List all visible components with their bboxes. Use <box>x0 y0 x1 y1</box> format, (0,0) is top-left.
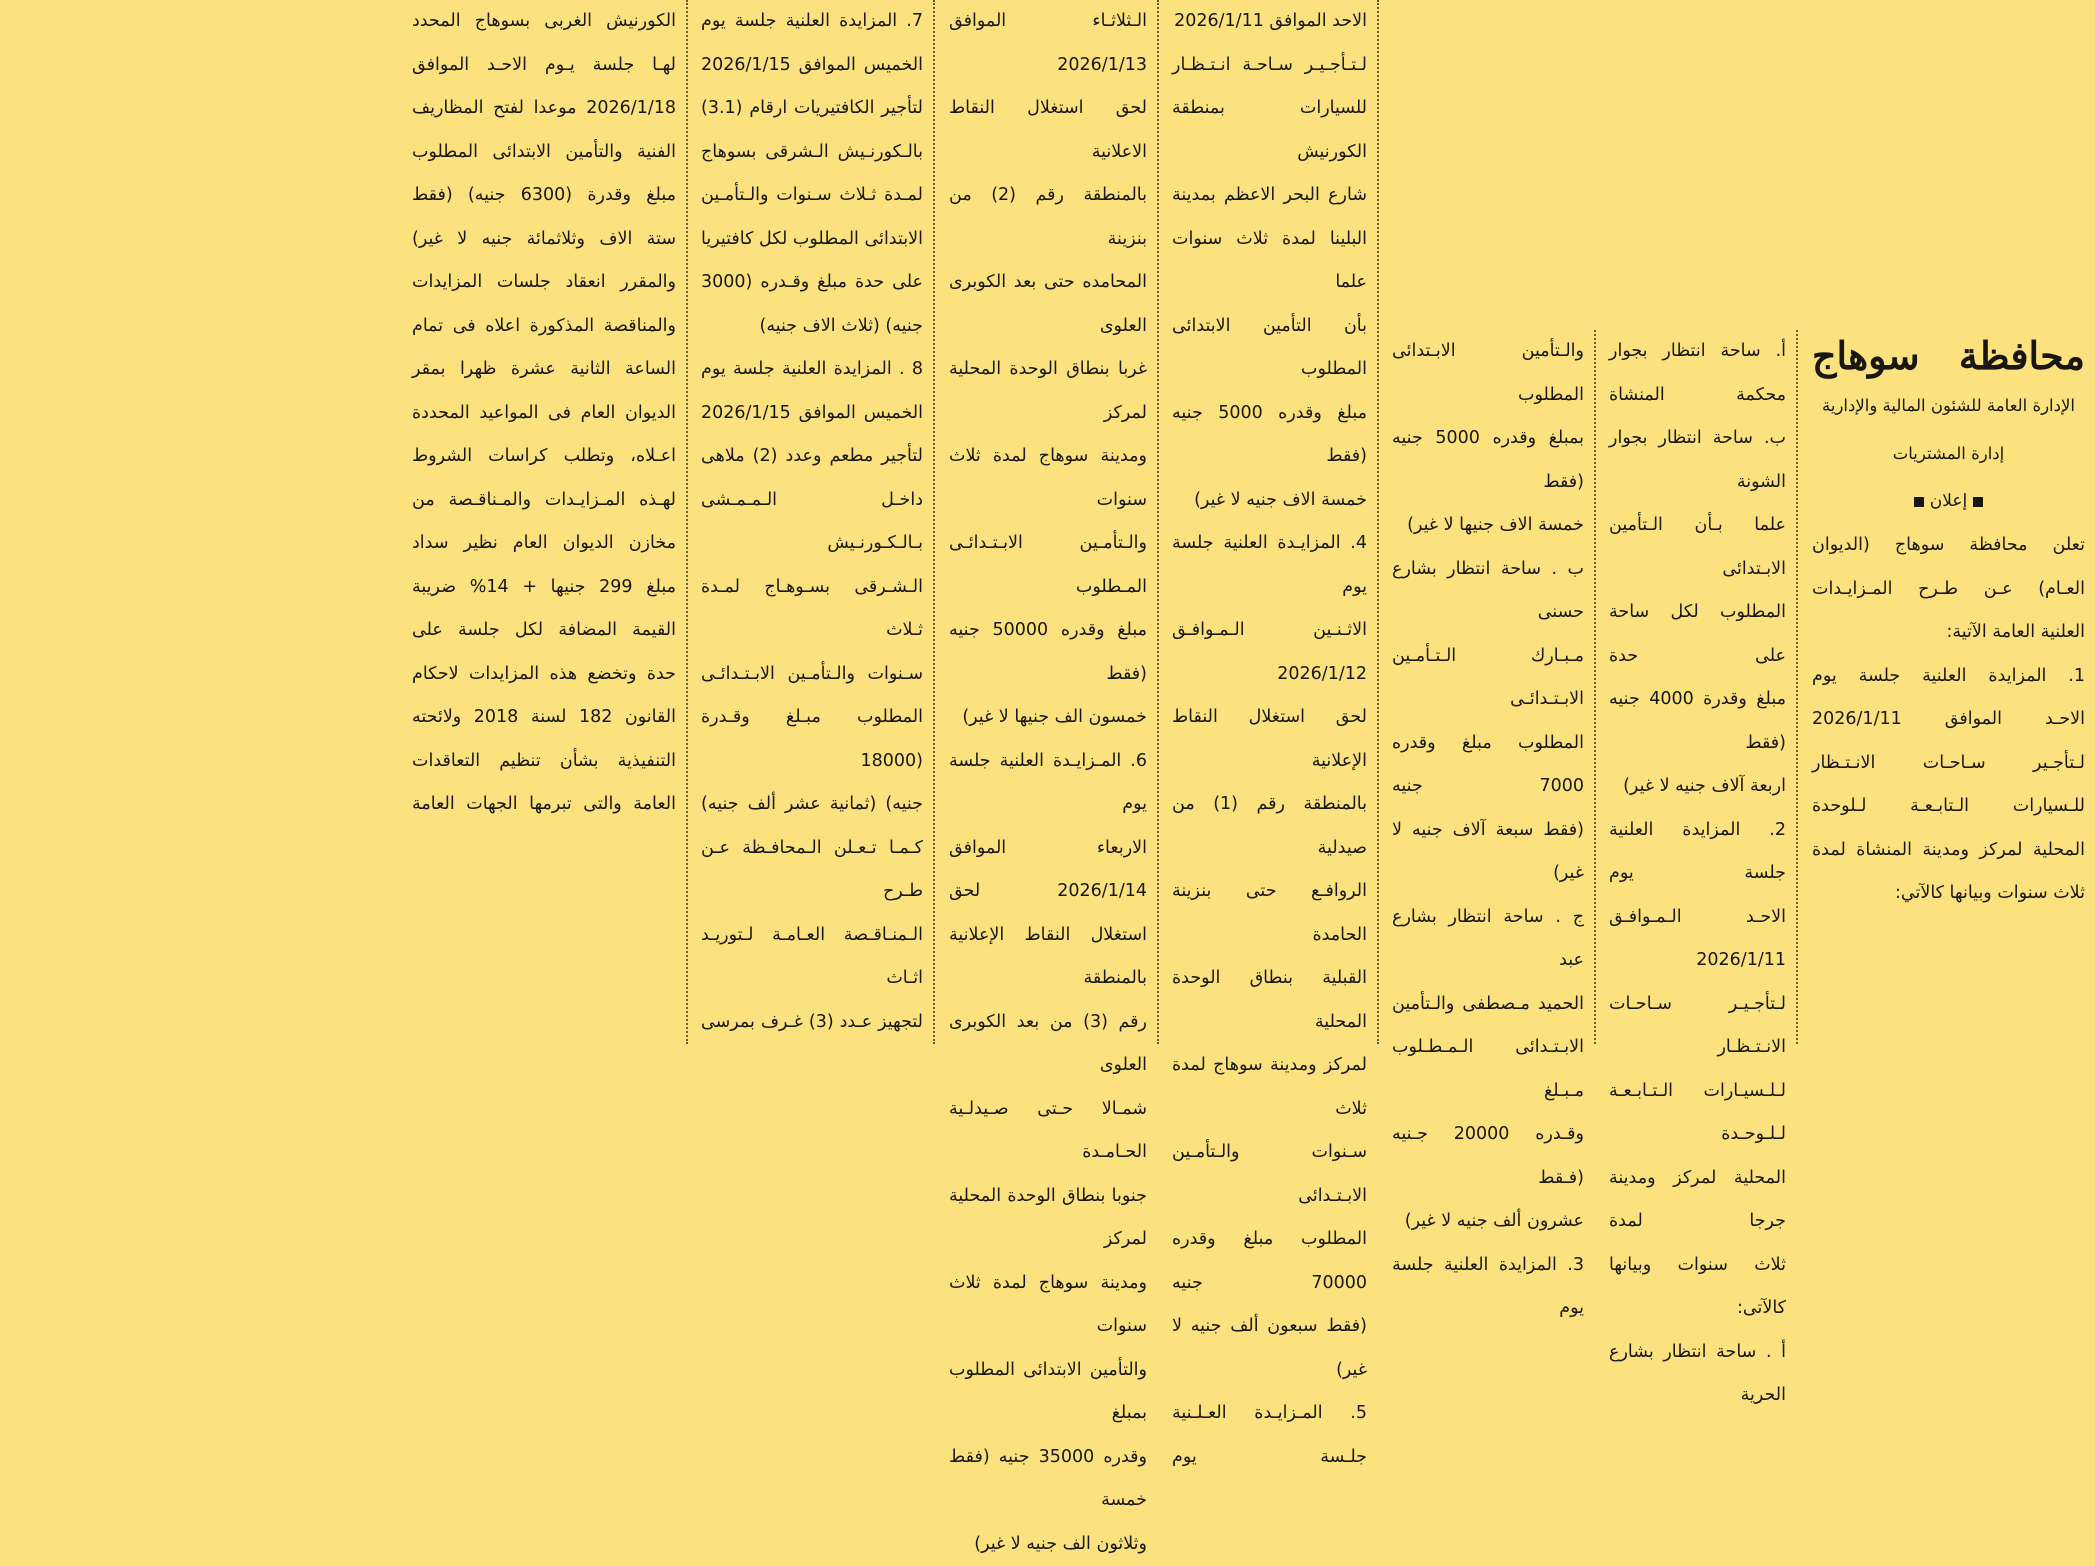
text-line: بالمنطقة رقم (1) من صيدلية <box>1172 783 1367 870</box>
text-line: لتأجير مطعم وعدد (2) ملاهى <box>701 435 923 479</box>
governorate-title: محافظة سوهاج <box>1812 330 2085 382</box>
text-line: (فقط سبعون ألف جنيه لا غير) <box>1172 1305 1367 1392</box>
text-line: الاحد الموافق 2026/1/11 <box>1172 0 1367 44</box>
text-line: الخميس الموافق 2026/1/15 <box>701 44 923 88</box>
text-line: البلينا لمدة ثلاث سنوات علما <box>1172 218 1367 305</box>
column-2 <box>1599 330 1796 1044</box>
text-line: استغلال النقاط الإعلانية بالمنطقة <box>949 914 1147 1001</box>
text-line: والمقرر انعقاد جلسات المزايدات <box>412 261 676 305</box>
text-line: اعـلاه، وتطلب كراسات الشروط <box>412 435 676 479</box>
text-line: مبلغ وقدره 5000 جنيه (فقط <box>1172 392 1367 479</box>
text-line: عشرون ألف جنيه لا غير) <box>1392 1200 1584 1244</box>
text-line: سـنوات والـتأمـين الابـتـدائـى <box>701 653 923 697</box>
column-3 <box>1382 330 1594 1044</box>
text-line: لمركز ومدينة سوهاج لمدة ثلاث <box>1172 1044 1367 1131</box>
text-line: المحلية لمركز ومدينة المنشاة لمدة <box>1812 829 2085 873</box>
column-divider <box>1594 330 1596 1044</box>
text-line: الاربعاء الموافق 2026/1/14 لحق <box>949 827 1147 914</box>
text-line: كـمـا تـعـلن الـمحافـظة عـن طـرح <box>701 827 923 914</box>
text-line: المطلوب مبـلغ وقـدرة (18000 <box>701 696 923 783</box>
text-line: خمسة الاف جنيها لا غير) <box>1392 504 1584 548</box>
text-line: لتجهيز عـدد (3) غـرف بمرسى <box>701 1001 923 1045</box>
text-line: للسيارات بمنطقة الكورنيش <box>1172 87 1367 174</box>
text-line: بمبلغ وقدره 5000 جنيه (فقط <box>1392 417 1584 504</box>
text-line: لـلـسيـارات الـتـابـعـة لـلـوحـدة <box>1609 1070 1786 1157</box>
text-line: بالـكورنـيش الـشرقى بسوهاج <box>701 131 923 175</box>
text-line: الديوان العام فى المواعيد المحددة <box>412 392 676 436</box>
text-line: الـمنـاقـصة العـامـة لـتوريـد اثـاث <box>701 914 923 1001</box>
text-line: الخميس الموافق 2026/1/15 <box>701 392 923 436</box>
procurement-department: إدارة المشتريات <box>1812 430 2085 478</box>
text-line: أ. ساحة انتظار بجوار محكمة المنشاة <box>1609 330 1786 417</box>
text-line: الاثـنـين الـمـوافـق 2026/1/12 <box>1172 609 1367 696</box>
department-name: الإدارة العامة للشئون المالية والإدارية <box>1812 382 2085 430</box>
text-line: الحميد مـصطفى والـتأمين <box>1392 983 1584 1027</box>
column-5 <box>939 0 1157 1044</box>
text-line: ج . ساحة انتظار بشارع عبد <box>1392 896 1584 983</box>
text-line: 4. المزايـدة العلنية جلسة يوم <box>1172 522 1367 609</box>
text-line: لتأجير الكافتيريات ارقام (3.1) <box>701 87 923 131</box>
text-line: أ . ساحة انتظار بشارع الحرية <box>1609 1331 1786 1418</box>
text-line: ستة الاف وثلاثمائة جنيه لا غير) <box>412 218 676 262</box>
announcement-text: إعلان <box>1930 491 1968 511</box>
column-divider <box>686 0 688 1044</box>
column-7 <box>402 0 686 1044</box>
text-line: الابتدائى المطلوب لكل كافتيريا <box>701 218 923 262</box>
square-bullet-icon <box>1973 497 1983 507</box>
text-line: ب . ساحة انتظار بشارع حسنى <box>1392 548 1584 635</box>
square-bullet-icon <box>1914 497 1924 507</box>
text-line: مـبـارك الـتـأمـين الابـتـدائـى <box>1392 635 1584 722</box>
text-line: القيمة المضافة لكل جلسة على <box>412 609 676 653</box>
text-line: جنيه) (ثمانية عشر ألف جنيه) <box>701 783 923 827</box>
text-line: الفنية والتأمين الابتدائى المطلوب <box>412 131 676 175</box>
text-line: رقم (3) من بعد الكوبرى العلوى <box>949 1001 1147 1088</box>
text-line: جنوبا بنطاق الوحدة المحلية لمركز <box>949 1175 1147 1262</box>
text-line: الكورنيش الغربى بسوهاج المحدد <box>412 0 676 44</box>
text-line: 3. المزايدة العلنية جلسة يوم <box>1392 1244 1584 1331</box>
text-line: والـتأمين الابـتدائى المطلوب <box>1392 330 1584 417</box>
text-line: لحق استغلال النقاط الاعلانية <box>949 87 1147 174</box>
text-line: علما بـأن الـتأمين الابـتدائى <box>1609 504 1786 591</box>
text-line: ثلاث سنوات وبيانها كالآتي: <box>1812 872 2085 916</box>
text-line: لمـدة ثـلاث سـنوات والـتأمـين <box>701 174 923 218</box>
text-line: للـسيارات الـتابـعـة لـلوحدة <box>1812 785 2085 829</box>
text-line: القانون 182 لسنة 2018 ولائحته <box>412 696 676 740</box>
text-line: والمناقصة المذكورة اعلاه فى تمام <box>412 305 676 349</box>
text-line: لحق استغلال النقاط الإعلانية <box>1172 696 1367 783</box>
text-line: 2. المزايدة العلنية جلسة يوم <box>1609 809 1786 896</box>
text-line: القبلية بنطاق الوحدة المحلية <box>1172 957 1367 1044</box>
text-line: المطلوب مبلغ وقدره 70000 جنيه <box>1172 1218 1367 1305</box>
text-line: داخـل الـمـمـشى بـالـكـورنـيش <box>701 479 923 566</box>
text-line: (فقط سبعة آلاف جنيه لا غير) <box>1392 809 1584 896</box>
text-line: اربعة آلاف جنيه لا غير) <box>1609 765 1786 809</box>
text-line: الساعة الثانية عشرة ظهرا بمقر <box>412 348 676 392</box>
text-line: الـشـرقى بسـوهـاج لمـدة ثـلاث <box>701 566 923 653</box>
text-line: وقدره 35000 جنيه (فقط خمسة <box>949 1436 1147 1523</box>
text-line: لهـا جلسة يـوم الاحـد الموافق <box>412 44 676 88</box>
text-line: الـثلاثـاء الموافق 2026/1/13 <box>949 0 1147 87</box>
text-line: لهـذه المـزايـدات والمـناقـصة من <box>412 479 676 523</box>
text-line: ومدينة سوهاج لمدة ثلاث سنوات <box>949 1262 1147 1349</box>
text-line: الابـتـدائى الـمـطـلوب مـبـلغ <box>1392 1026 1584 1113</box>
column-divider <box>933 0 935 1044</box>
text-line: 5. المـزايـدة العـلـنية جلـسة يوم <box>1172 1392 1367 1479</box>
text-line: شمـالا حـتى صـيدلـية الحـامـدة <box>949 1088 1147 1175</box>
text-line: الروافـع حتى بنزينة الحامدة <box>1172 870 1367 957</box>
text-line: لـتأجـير سـاحـات الانـتـظار <box>1812 742 2085 786</box>
text-line: المطلوب مبلغ وقدره 7000 جنيه <box>1392 722 1584 809</box>
text-line: الاحـد الموافق 2026/1/11 <box>1812 698 2085 742</box>
text-line: خمسون الف جنيها لا غير) <box>949 696 1147 740</box>
text-line: 2026/1/18 موعدا لفتح المظاريف <box>412 87 676 131</box>
text-line: العامة والتى تبرمها الجهات العامة <box>412 783 676 827</box>
text-line: ثلاث سنوات وبيانها كالآتى: <box>1609 1244 1786 1331</box>
text-line: جنيه) (ثلاث الاف جنيه) <box>701 305 923 349</box>
text-line: الاحـد الـمـوافـق 2026/1/11 <box>1609 896 1786 983</box>
text-line: مخازن الديوان العام نظير سداد <box>412 522 676 566</box>
column-divider <box>1157 0 1159 1044</box>
text-line: وثلاثون الف جنيه لا غير) <box>949 1523 1147 1566</box>
text-line: المطلوب لكل ساحة على حدة <box>1609 591 1786 678</box>
text-line: والتأمين الابتدائى المطلوب بمبلغ <box>949 1349 1147 1436</box>
text-line: التنفيذية بشأن تنظيم التعاقدات <box>412 740 676 784</box>
text-line: المحامده حتى بعد الكوبرى العلوى <box>949 261 1147 348</box>
text-line: 6. المـزايـدة العلنية جلسة يوم <box>949 740 1147 827</box>
text-line: 8 . المزايدة العلنية جلسة يوم <box>701 348 923 392</box>
column-6 <box>691 0 933 1044</box>
text-line: مبلغ وقدرة 4000 جنيه (فقط <box>1609 678 1786 765</box>
column-1 <box>1802 330 2095 1044</box>
text-line: مبلغ وقدره 50000 جنيه (فقط <box>949 609 1147 696</box>
text-line: غربا بنطاق الوحدة المحلية لمركز <box>949 348 1147 435</box>
text-line: على حدة مبلغ وقـدره (3000 <box>701 261 923 305</box>
column-divider <box>1377 0 1379 1044</box>
text-line: لـتـأجـيـر سـاحـة انـتـظـار <box>1172 44 1367 88</box>
announcement-header <box>1812 330 2085 524</box>
text-line: مبلغ 299 جنيها + 14% ضريبة <box>412 566 676 610</box>
text-line: 7. المزايدة العلنية جلسة يوم <box>701 0 923 44</box>
text-line: بالمنطقة رقم (2) من بنزينة <box>949 174 1147 261</box>
text-line: سـنوات والـتأمـين الابـتـدائى <box>1172 1131 1367 1218</box>
text-line: ب. ساحة انتظار بجوار الشونة <box>1609 417 1786 504</box>
text-line: خمسة الاف جنيه لا غير) <box>1172 479 1367 523</box>
text-line: تعلن محافظة سوهاج (الديوان <box>1812 524 2085 568</box>
announcement-label <box>1812 478 2085 524</box>
text-line: بأن التأمين الابتدائى المطلوب <box>1172 305 1367 392</box>
text-line: العـام) عـن طـرح المـزايـدات <box>1812 568 2085 612</box>
text-line: والـتأمـين الابـتـدائـى المـطلوب <box>949 522 1147 609</box>
text-line: المحلية لمركز ومدينة جرجا لمدة <box>1609 1157 1786 1244</box>
text-line: لـتأجـيـر سـاحـات الانـتـظـار <box>1609 983 1786 1070</box>
text-line: ومدينة سوهاج لمدة ثلاث سنوات <box>949 435 1147 522</box>
text-line: 1. المزايدة العلنية جلسة يوم <box>1812 655 2085 699</box>
text-line: شارع البحر الاعظم بمدينة <box>1172 174 1367 218</box>
column-divider <box>1796 330 1798 1044</box>
text-line: مبلغ وقدرة (6300 جنيه) (فقط <box>412 174 676 218</box>
column-4 <box>1162 0 1377 1044</box>
text-line: حدة وتخضع هذه المزايدات لاحكام <box>412 653 676 697</box>
text-line: العلنية العامة الآتية: <box>1812 611 2085 655</box>
column-body <box>1812 524 2085 916</box>
text-line: وقـدره 20000 جـنيه (فـقط <box>1392 1113 1584 1200</box>
